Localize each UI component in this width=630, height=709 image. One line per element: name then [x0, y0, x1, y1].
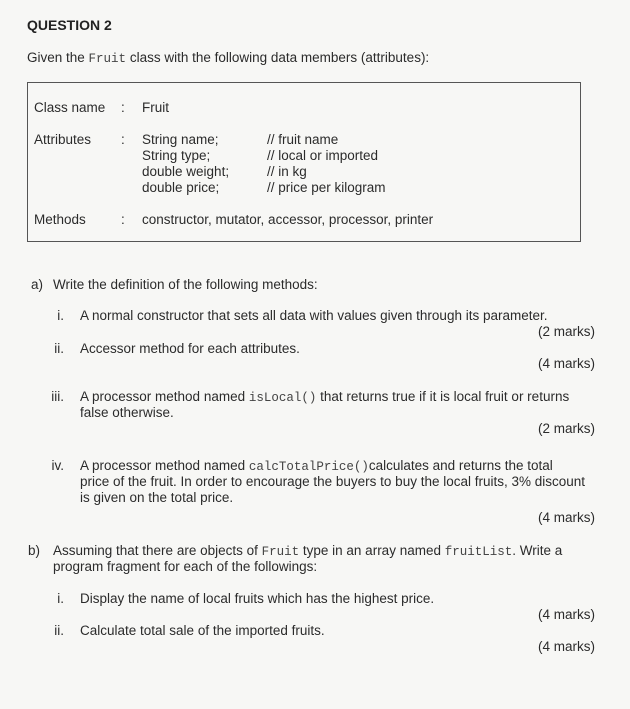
part-b-mid: type in an array named	[299, 543, 445, 558]
item-text-line2: false otherwise.	[80, 405, 174, 420]
attributes-colon: :	[121, 132, 125, 147]
part-b-pre: Assuming that there are objects of	[53, 543, 262, 558]
methods-label: Methods	[34, 212, 86, 227]
part-b-text-line2: program fragment for each of the followings:	[53, 559, 318, 574]
attribute-decl: String name;	[142, 132, 219, 147]
part-b-text	[53, 543, 562, 559]
class-name-label: Class name	[34, 100, 106, 115]
part-a-text: Write the definition of the following methods:	[53, 277, 318, 292]
item-text-pre: A processor method named	[80, 389, 249, 404]
attribute-comment: // price per kilogram	[267, 180, 386, 195]
methods-colon: :	[121, 212, 125, 227]
item-text: A normal constructor that sets all data with values given through its parameter.	[80, 308, 548, 323]
item-text-post: that returns true if it is local fruit or returns	[316, 389, 570, 404]
item-number: ii.	[54, 623, 64, 638]
attribute-decl: double weight;	[142, 164, 230, 179]
attribute-comment: // fruit name	[267, 132, 339, 147]
part-b-code-array: fruitList	[444, 545, 513, 559]
part-b-post: . Write a	[512, 543, 563, 558]
question-title: QUESTION 2	[27, 17, 112, 33]
item-code: calcTotalPrice()	[248, 460, 369, 474]
intro-pre: Given the	[27, 50, 89, 65]
attribute-decl: String type;	[142, 148, 211, 163]
item-text-pre: A processor method named	[80, 458, 249, 473]
item-text-line3: is given on the total price.	[80, 490, 234, 505]
class-name-colon: :	[121, 100, 125, 115]
part-a-label: a)	[31, 277, 44, 292]
item-text: Calculate total sale of the imported fruits.	[80, 623, 325, 638]
item-marks: (4 marks)	[538, 510, 595, 525]
item-text: Display the name of local fruits which has the highest price.	[80, 591, 435, 606]
methods-value: constructor, mutator, accessor, processor, printer	[142, 212, 434, 227]
item-text: Accessor method for each attributes.	[80, 341, 300, 356]
item-text-line2: price of the fruit. In order to encourage the buyers to buy the local fruits, 3% discount	[80, 474, 586, 489]
class-name-value: Fruit	[142, 100, 169, 115]
part-b-code-class: Fruit	[261, 545, 300, 559]
item-code: isLocal()	[248, 391, 317, 405]
item-marks: (4 marks)	[538, 356, 595, 371]
item-number: iv.	[51, 458, 64, 473]
item-marks: (4 marks)	[538, 639, 595, 654]
item-marks: (4 marks)	[538, 607, 595, 622]
attribute-comment: // in kg	[267, 164, 307, 179]
attribute-comment: // local or imported	[267, 148, 379, 163]
item-number: ii.	[54, 341, 64, 356]
attribute-decl: double price;	[142, 180, 220, 195]
intro-text	[27, 50, 429, 66]
item-text	[80, 458, 553, 474]
attributes-label: Attributes	[34, 132, 92, 147]
item-text-post: calculates and returns the total	[368, 458, 553, 473]
item-marks: (2 marks)	[538, 421, 595, 436]
intro-post: class with the following data members (attributes):	[126, 50, 430, 65]
item-marks: (2 marks)	[538, 324, 595, 339]
item-text	[80, 389, 569, 405]
item-number: i.	[57, 591, 64, 606]
item-number: iii.	[51, 389, 64, 404]
part-b-label: b)	[28, 543, 41, 558]
item-number: i.	[57, 308, 64, 323]
intro-code: Fruit	[88, 52, 127, 66]
